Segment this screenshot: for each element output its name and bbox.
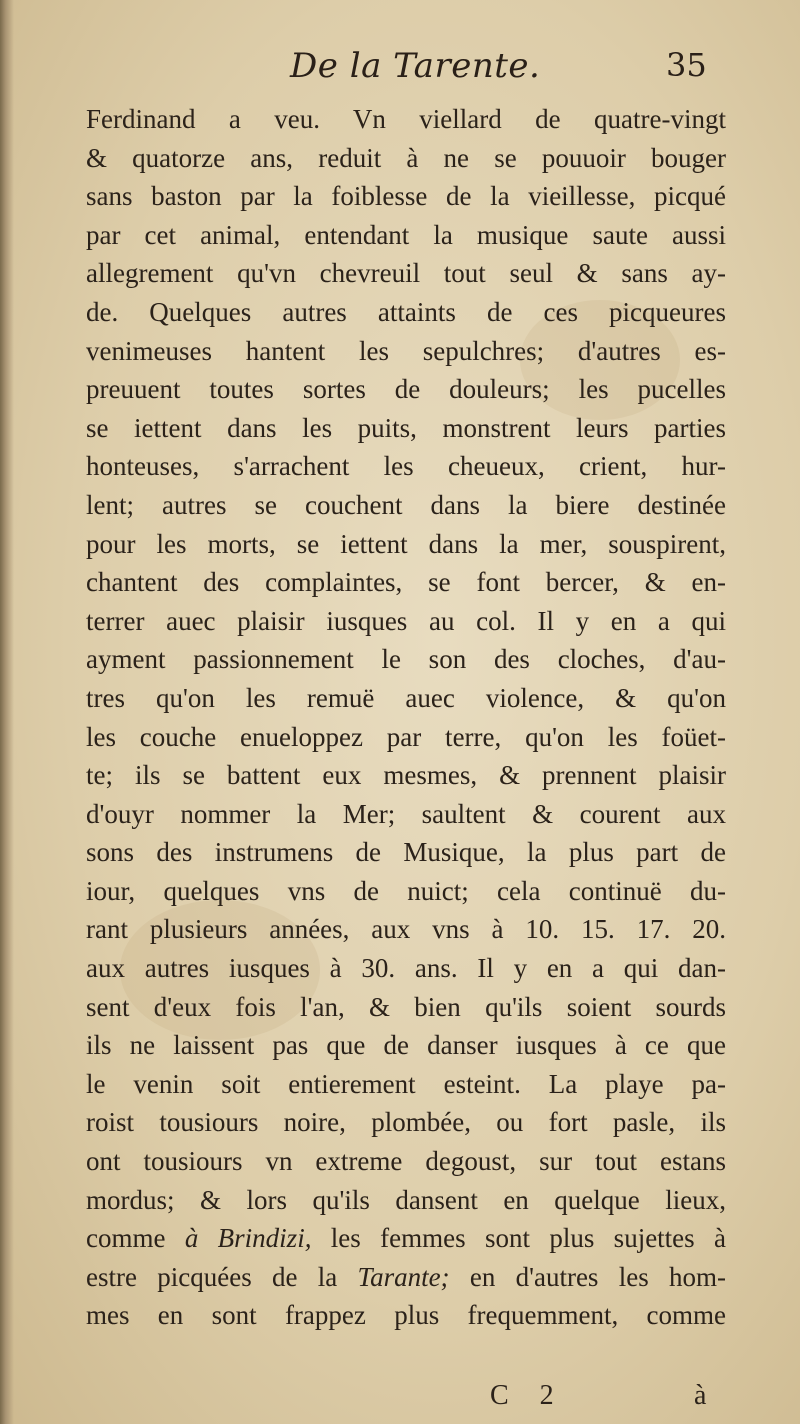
body-text xyxy=(86,100,726,1335)
text-span: les femmes sont plus sujettes à xyxy=(311,1223,726,1254)
signature-mark: C 2 xyxy=(490,1380,566,1411)
text-span: ayment passionnement le son des cloches, d'au- xyxy=(86,644,726,675)
text-line xyxy=(86,640,726,679)
text-span: ils ne laissent pas que de danser iusques à ce que xyxy=(86,1030,726,1061)
text-span: & quatorze ans, reduit à ne se pouuoir bouger xyxy=(86,142,726,173)
text-line xyxy=(86,795,726,834)
text-span: sans baston par la foiblesse de la vieillesse, picqué xyxy=(86,181,726,212)
text-line xyxy=(86,1219,726,1258)
text-span: terrer auec plaisir iusques au col. Il y en a qui xyxy=(86,605,726,636)
running-head xyxy=(0,46,800,94)
text-line xyxy=(86,409,726,448)
text-line xyxy=(86,447,726,486)
text-span: allegrement qu'vn chevreuil tout seul & sans ay- xyxy=(86,258,726,289)
text-span: par cet animal, entendant la musique saute aussi xyxy=(86,219,726,250)
text-span: sent d'eux fois l'an, & bien qu'ils soient sourds xyxy=(86,991,726,1022)
text-span: les couche enueloppez par terre, qu'on les foüet- xyxy=(86,721,726,752)
text-line xyxy=(86,293,726,332)
text-line xyxy=(86,563,726,602)
text-span: pour les morts, se iettent dans la mer, souspirent, xyxy=(86,528,726,559)
text-line xyxy=(86,486,726,525)
text-line xyxy=(86,1103,726,1142)
text-line xyxy=(86,216,726,255)
text-span: lent; autres se couchent dans la biere destinée xyxy=(86,489,726,520)
text-line xyxy=(86,718,726,757)
text-line xyxy=(86,988,726,1027)
text-line xyxy=(86,1026,726,1065)
text-span: le venin soit entierement esteint. La playe pa- xyxy=(86,1068,726,1099)
text-line xyxy=(86,1296,726,1335)
text-line xyxy=(86,833,726,872)
text-span: estre picquées de la xyxy=(86,1261,358,1292)
text-span: de. Quelques autres attaints de ces picqueures xyxy=(86,296,726,327)
text-line xyxy=(86,602,726,641)
text-line xyxy=(86,872,726,911)
italic-text: Tarante; xyxy=(357,1261,450,1292)
text-line xyxy=(86,910,726,949)
text-span: Ferdinand a veu. Vn viellard de quatre-vingt xyxy=(86,104,726,134)
text-line xyxy=(86,1181,726,1220)
text-span: se iettent dans les puits, monstrent leurs parties xyxy=(86,412,726,443)
text-span: chantent des complaintes, se font bercer, & en- xyxy=(86,567,726,598)
text-span: iour, quelques vns de nuict; cela continuë du- xyxy=(86,875,726,906)
text-line xyxy=(86,1065,726,1104)
text-line xyxy=(86,100,726,139)
text-line xyxy=(86,525,726,564)
text-span: roist tousiours noire, plombée, ou fort pasle, ils xyxy=(86,1107,726,1138)
text-span: tres qu'on les remuë auec violence, & qu'on xyxy=(86,682,726,713)
text-span: en d'autres les hom- xyxy=(449,1261,726,1292)
text-line xyxy=(86,1258,726,1297)
text-line xyxy=(86,332,726,371)
text-span: venimeuses hantent les sepulchres; d'autres es- xyxy=(86,335,726,366)
page-number: 35 xyxy=(666,46,707,84)
text-line xyxy=(86,1142,726,1181)
page-footer xyxy=(0,1380,800,1414)
text-span: comme xyxy=(86,1223,185,1254)
catchword: à xyxy=(694,1380,707,1411)
text-span: preuuent toutes sortes de douleurs; les pucelles xyxy=(86,374,726,405)
text-line xyxy=(86,370,726,409)
text-span: mordus; & lors qu'ils dansent en quelque lieux, xyxy=(86,1184,726,1215)
text-line xyxy=(86,254,726,293)
text-span: d'ouyr nommer la Mer; saultent & courent aux xyxy=(86,798,726,829)
text-span: sons des instrumens de Musique, la plus part de xyxy=(86,837,726,868)
text-span: rant plusieurs années, aux vns à 10. 15. 17. 20. xyxy=(86,914,726,945)
text-span: mes en sont frappez plus frequemment, comme xyxy=(86,1300,726,1331)
text-span: ont tousiours vn extreme degoust, sur tout estans xyxy=(86,1146,726,1177)
page-gutter-shadow xyxy=(0,0,14,1424)
italic-text: à Brindizi, xyxy=(184,1223,312,1254)
running-title: De la Tarente. xyxy=(290,46,541,86)
text-span: honteuses, s'arrachent les cheueux, crient, hur- xyxy=(86,451,726,482)
text-span: aux autres iusques à 30. ans. Il y en a qui dan- xyxy=(86,953,726,984)
text-line xyxy=(86,679,726,718)
text-line xyxy=(86,756,726,795)
text-span: te; ils se battent eux mesmes, & prennent plaisir xyxy=(86,760,726,791)
text-line xyxy=(86,177,726,216)
text-line xyxy=(86,949,726,988)
text-line xyxy=(86,139,726,178)
